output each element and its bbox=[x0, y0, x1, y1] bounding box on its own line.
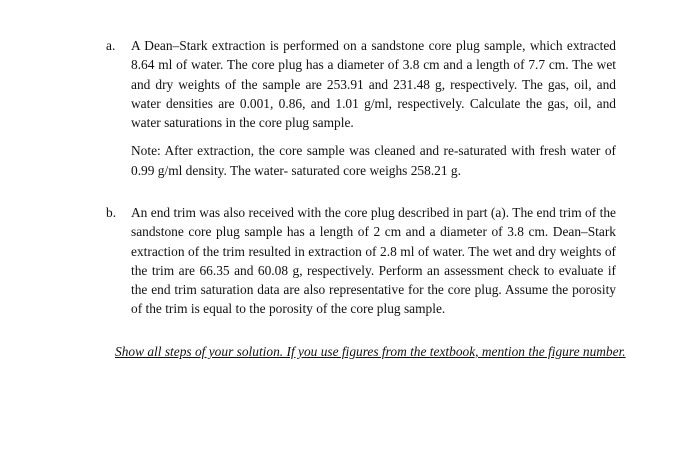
problem-a-note: Note: After extraction, the core sample was cleaned and re-saturated with fresh water of 0.99 g/ml density. The water- saturated core weighs 258.21 g. bbox=[131, 143, 616, 178]
problem-a-text: A Dean–Stark extraction is performed on a sandstone core plug sample, which extracted 8.64 ml of water. The core plug has a diameter of 3.8 cm and a length of 7.7 cm. The wet and dry weights of the sample are 253.91 and 231.48 g, respectively. The gas, oil, and water densities are 0.001, 0.86, and 1.01 g/ml, respectively. Calculate the gas, oil, and water saturations in the core plug sample. bbox=[131, 38, 616, 131]
problem-a-marker: a. bbox=[106, 38, 116, 53]
instructions-footer: Show all steps of your solution. If you use figures from the textbook, mention the figure number. bbox=[115, 344, 626, 359]
problem-a bbox=[106, 36, 616, 180]
problem-b bbox=[106, 203, 616, 319]
problem-b-text: An end trim was also received with the core plug described in part (a). The end trim of the sandstone core plug sample has a length of 2 cm and a diameter of 3.8 cm. Dean–Stark extraction of the trim resulted in extraction of 2.8 ml of water. The wet and dry weights of the trim are 66.35 and 60.08 g, respectively. Perform an assessment check to evaluate if the end trim saturation data are also representative for the core plug. Assume the porosity of the trim is equal to the porosity of the core plug sample. bbox=[131, 205, 616, 317]
problem-b-marker: b. bbox=[106, 205, 117, 220]
